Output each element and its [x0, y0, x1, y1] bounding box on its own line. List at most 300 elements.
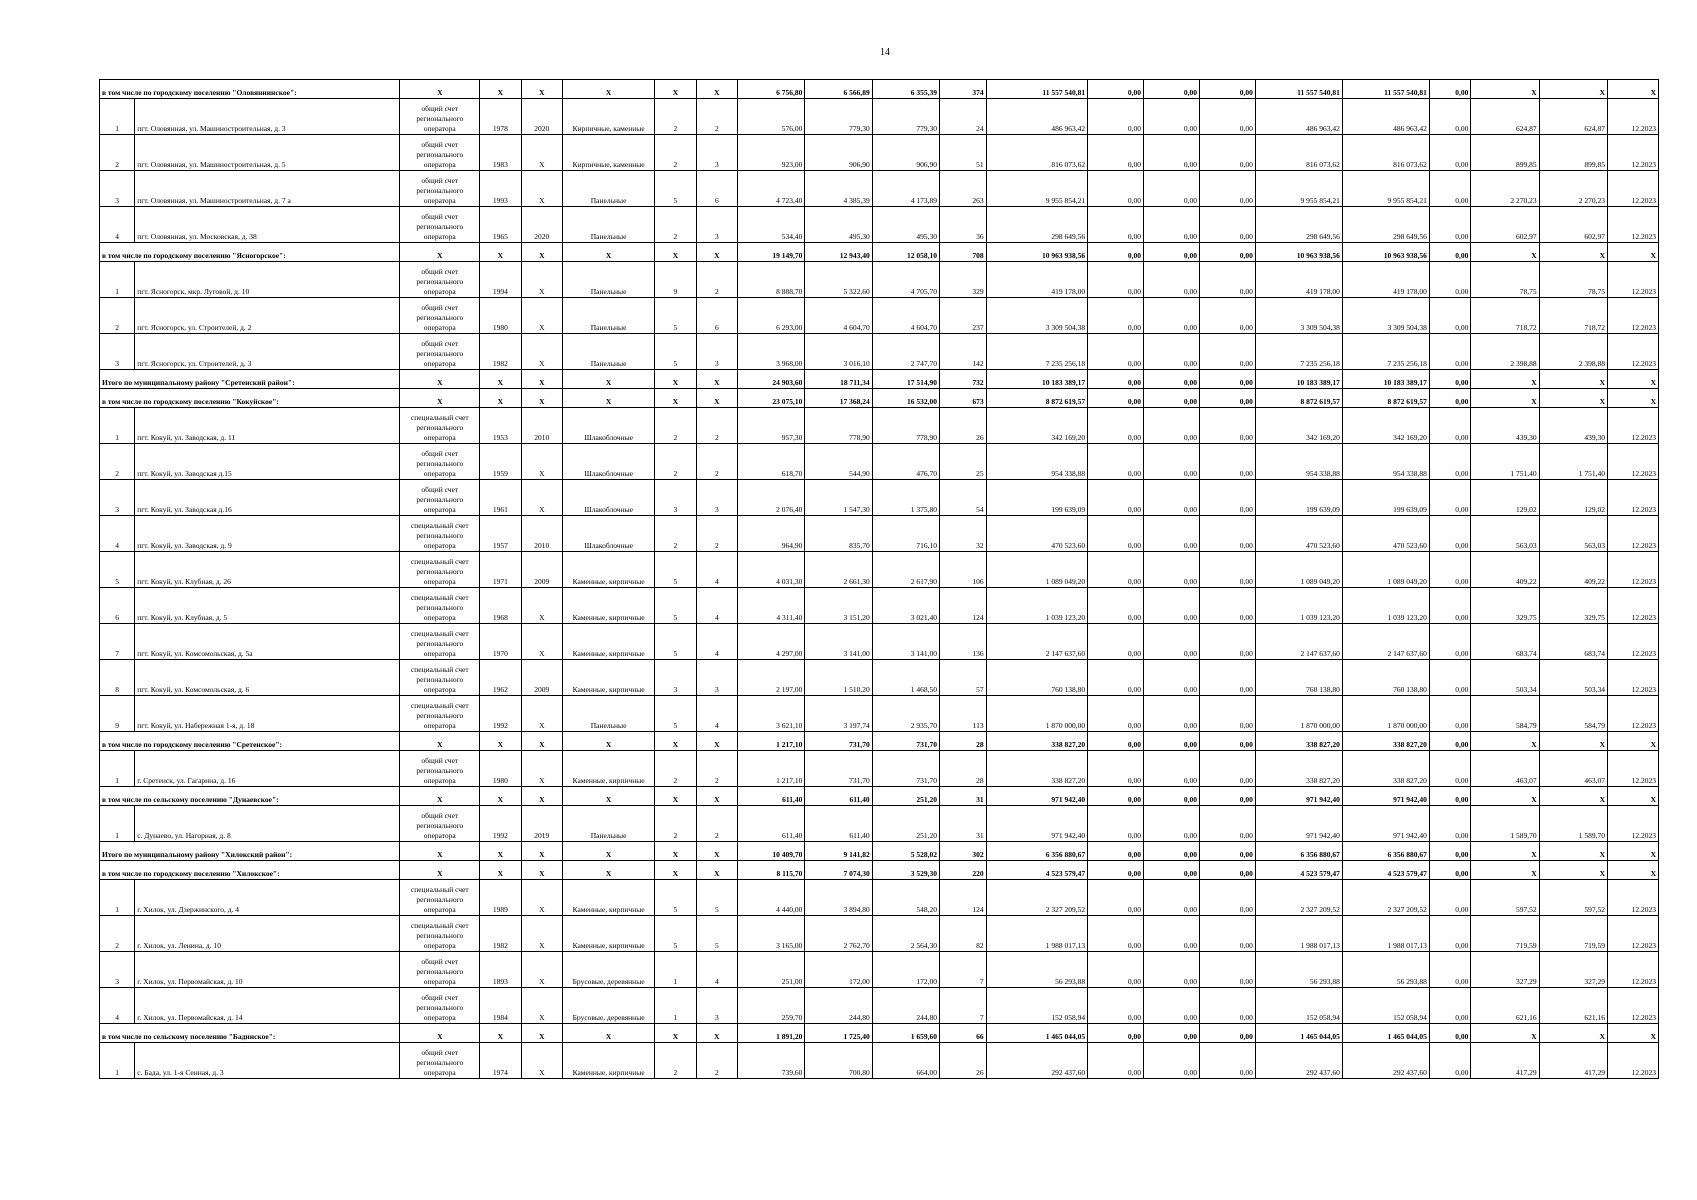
address-cell: г. Хилок, ул. Первомайская, д. 10 — [135, 952, 400, 988]
value-cell: 3 197,74 — [805, 696, 872, 732]
value-cell: 835,70 — [805, 516, 872, 552]
value-cell: 719,59 — [1471, 916, 1539, 952]
row-number: 1 — [100, 880, 135, 916]
subtotal-cell: 338 827,20 — [986, 732, 1088, 751]
value-cell: 0,00 — [1144, 99, 1200, 135]
value-cell: 244,80 — [805, 988, 872, 1024]
subtotal-cell: X — [563, 1024, 655, 1043]
row-number: 7 — [100, 624, 135, 660]
value-cell: 739,60 — [738, 1043, 805, 1079]
value-cell: X — [521, 334, 562, 370]
account-type-cell: общий счет регионального оператора — [400, 480, 480, 516]
wall-material-cell: Каменные, кирпичные — [563, 880, 655, 916]
value-cell: 0,00 — [1429, 806, 1470, 842]
subtotal-cell: X — [696, 842, 737, 861]
subtotal-cell: 6 566,89 — [805, 80, 872, 99]
subtotal-cell: 10 963 938,56 — [1342, 243, 1429, 262]
value-cell: 957,30 — [738, 408, 805, 444]
subtotal-cell: 0,00 — [1144, 732, 1200, 751]
value-cell: 0,00 — [1088, 516, 1144, 552]
value-cell: 1 751,40 — [1539, 444, 1607, 480]
subtotal-cell: X — [655, 370, 696, 389]
subtotal-cell: X — [1608, 389, 1659, 408]
subtotal-cell: X — [696, 732, 737, 751]
value-cell: 136 — [940, 624, 987, 660]
subtotal-cell: 0,00 — [1199, 1024, 1255, 1043]
value-cell: 463,07 — [1471, 751, 1539, 787]
value-cell: 292 437,60 — [986, 1043, 1088, 1079]
account-type-cell: специальный счет регионального оператора — [400, 552, 480, 588]
value-cell: 292 437,60 — [1342, 1043, 1429, 1079]
value-cell: X — [521, 135, 562, 171]
value-cell: 199 639,09 — [1255, 480, 1342, 516]
value-cell: 584,79 — [1539, 696, 1607, 732]
value-cell: 731,70 — [872, 751, 939, 787]
value-cell: 584,79 — [1471, 696, 1539, 732]
value-cell: 124 — [940, 588, 987, 624]
value-cell: 2009 — [521, 660, 562, 696]
subtotal-cell: X — [480, 1024, 521, 1043]
row-number: 3 — [100, 171, 135, 207]
subtotal-cell: 11 557 540,81 — [986, 80, 1088, 99]
value-cell: 0,00 — [1429, 334, 1470, 370]
value-cell: 2009 — [521, 552, 562, 588]
value-cell: 0,00 — [1144, 988, 1200, 1024]
value-cell: 6 — [696, 298, 737, 334]
value-cell: 0,00 — [1144, 298, 1200, 334]
subtotal-label: в том числе по городскому поселению "Ясногорское": — [100, 243, 400, 262]
subtotal-cell: 338 827,20 — [1255, 732, 1342, 751]
value-cell: 78,75 — [1471, 262, 1539, 298]
row-number: 1 — [100, 408, 135, 444]
value-cell: 0,00 — [1088, 480, 1144, 516]
subtotal-cell: X — [521, 80, 562, 99]
value-cell: X — [521, 696, 562, 732]
value-cell: 2 076,40 — [738, 480, 805, 516]
value-cell: 4 — [696, 624, 737, 660]
value-cell: 9 955 854,21 — [1342, 171, 1429, 207]
value-cell: 0,00 — [1088, 696, 1144, 732]
value-cell: 1 089 049,20 — [1255, 552, 1342, 588]
value-cell: 2 617,90 — [872, 552, 939, 588]
value-cell: 7 235 256,18 — [986, 334, 1088, 370]
table-row — [100, 444, 1659, 480]
subtotal-cell: 708 — [940, 243, 987, 262]
subtotal-row — [100, 787, 1659, 806]
subtotal-cell: X — [1608, 1024, 1659, 1043]
value-cell: 1 510,20 — [805, 660, 872, 696]
value-cell: 954 338,88 — [1255, 444, 1342, 480]
subtotal-cell: X — [696, 1024, 737, 1043]
row-number: 8 — [100, 660, 135, 696]
value-cell: 152 058,94 — [1255, 988, 1342, 1024]
value-cell: 5 — [655, 171, 696, 207]
value-cell: 2 — [655, 751, 696, 787]
value-cell: 0,00 — [1429, 696, 1470, 732]
account-type-cell: специальный счет регионального оператора — [400, 408, 480, 444]
subtotal-cell: X — [1608, 243, 1659, 262]
account-type-cell: специальный счет регионального оператора — [400, 660, 480, 696]
value-cell: 4 — [696, 552, 737, 588]
subtotal-cell: 0,00 — [1199, 861, 1255, 880]
value-cell: 7 — [940, 952, 987, 988]
table-row — [100, 751, 1659, 787]
wall-material-cell: Каменные, кирпичные — [563, 588, 655, 624]
account-type-cell: специальный счет регионального оператора — [400, 696, 480, 732]
subtotal-row — [100, 732, 1659, 751]
deadline-cell: 12.2023 — [1608, 916, 1659, 952]
value-cell: 0,00 — [1088, 262, 1144, 298]
subtotal-cell: 0,00 — [1429, 389, 1470, 408]
subtotal-cell: 4 523 579,47 — [1255, 861, 1342, 880]
subtotal-label: в том числе по городскому поселению "Сретенское": — [100, 732, 400, 751]
subtotal-label: Итого по муниципальному району "Хилокский район": — [100, 842, 400, 861]
subtotal-cell: 8 872 619,57 — [1255, 389, 1342, 408]
value-cell: 417,29 — [1471, 1043, 1539, 1079]
subtotal-cell: X — [400, 732, 480, 751]
value-cell: 172,00 — [805, 952, 872, 988]
subtotal-cell: X — [521, 787, 562, 806]
value-cell: 495,30 — [805, 207, 872, 243]
address-cell: пгт. Оловянная, ул. Машиностроительная, д. 7 а — [135, 171, 400, 207]
subtotal-cell: 1 465 044,05 — [1255, 1024, 1342, 1043]
value-cell: 0,00 — [1199, 408, 1255, 444]
value-cell: 1 468,50 — [872, 660, 939, 696]
value-cell: 4 705,70 — [872, 262, 939, 298]
row-number: 1 — [100, 262, 135, 298]
subtotal-cell: 10 183 389,17 — [986, 370, 1088, 389]
subtotal-cell: 31 — [940, 787, 987, 806]
value-cell: 338 827,20 — [1342, 751, 1429, 787]
value-cell: 0,00 — [1144, 696, 1200, 732]
address-cell: г. Хилок, ул. Ленина, д. 10 — [135, 916, 400, 952]
value-cell: 106 — [940, 552, 987, 588]
value-cell: 779,30 — [805, 99, 872, 135]
value-cell: 2 — [655, 207, 696, 243]
value-cell: 0,00 — [1088, 952, 1144, 988]
value-cell: 6 293,00 — [738, 298, 805, 334]
subtotal-label: в том числе по сельскому поселению "Бадинское": — [100, 1024, 400, 1043]
subtotal-cell: X — [1471, 370, 1539, 389]
value-cell: 2 147 637,60 — [986, 624, 1088, 660]
account-type-cell: общий счет регионального оператора — [400, 262, 480, 298]
value-cell: 0,00 — [1088, 408, 1144, 444]
value-cell: 4 297,00 — [738, 624, 805, 660]
value-cell: 2 197,00 — [738, 660, 805, 696]
wall-material-cell: Шлакоблочные — [563, 408, 655, 444]
value-cell: 54 — [940, 480, 987, 516]
value-cell: 2 — [696, 516, 737, 552]
value-cell: 2010 — [521, 408, 562, 444]
value-cell: 954 338,88 — [1342, 444, 1429, 480]
value-cell: 4 604,70 — [805, 298, 872, 334]
table-row — [100, 806, 1659, 842]
value-cell: 0,00 — [1199, 552, 1255, 588]
value-cell: 2 935,70 — [872, 696, 939, 732]
account-type-cell: специальный счет регионального оператора — [400, 588, 480, 624]
address-cell: пгт. Кокуй, ул. Заводская, д. 9 — [135, 516, 400, 552]
value-cell: 597,52 — [1471, 880, 1539, 916]
value-cell: 129,02 — [1539, 480, 1607, 516]
subtotal-cell: X — [655, 389, 696, 408]
subtotal-cell: X — [1608, 861, 1659, 880]
subtotal-cell: X — [521, 370, 562, 389]
value-cell: 0,00 — [1429, 588, 1470, 624]
value-cell: 4 — [696, 696, 737, 732]
value-cell: 251,00 — [738, 952, 805, 988]
value-cell: 9 955 854,21 — [986, 171, 1088, 207]
table-row — [100, 916, 1659, 952]
value-cell: 2 — [655, 516, 696, 552]
value-cell: 0,00 — [1199, 480, 1255, 516]
value-cell: 78,75 — [1539, 262, 1607, 298]
value-cell: 1 039 123,20 — [986, 588, 1088, 624]
subtotal-cell: X — [1539, 861, 1607, 880]
subtotal-cell: 1 659,60 — [872, 1024, 939, 1043]
address-cell: с. Бада, ул. 1-я Сенная, д. 3 — [135, 1043, 400, 1079]
value-cell: 0,00 — [1144, 1043, 1200, 1079]
subtotal-cell: X — [655, 80, 696, 99]
subtotal-cell: X — [521, 1024, 562, 1043]
deadline-cell: 12.2023 — [1608, 298, 1659, 334]
subtotal-cell: X — [1471, 243, 1539, 262]
subtotal-cell: 0,00 — [1429, 243, 1470, 262]
subtotal-cell: 4 523 579,47 — [1342, 861, 1429, 880]
subtotal-cell: 5 528,02 — [872, 842, 939, 861]
value-cell: 237 — [940, 298, 987, 334]
value-cell: 1 375,80 — [872, 480, 939, 516]
subtotal-cell: 0,00 — [1429, 80, 1470, 99]
deadline-cell: 12.2023 — [1608, 806, 1659, 842]
subtotal-cell: 1 891,20 — [738, 1024, 805, 1043]
value-cell: 0,00 — [1429, 99, 1470, 135]
subtotal-cell: 0,00 — [1429, 842, 1470, 861]
value-cell: 113 — [940, 696, 987, 732]
value-cell: 602,97 — [1471, 207, 1539, 243]
wall-material-cell: Панельные — [563, 207, 655, 243]
deadline-cell: 12.2023 — [1608, 135, 1659, 171]
subtotal-cell: X — [521, 389, 562, 408]
subtotal-cell: X — [655, 732, 696, 751]
value-cell: 0,00 — [1144, 952, 1200, 988]
subtotal-cell: 0,00 — [1144, 389, 1200, 408]
subtotal-cell: 338 827,20 — [1342, 732, 1429, 751]
value-cell: 602,97 — [1539, 207, 1607, 243]
subtotal-cell: 0,00 — [1429, 370, 1470, 389]
value-cell: 3 141,00 — [805, 624, 872, 660]
value-cell: 5 — [655, 298, 696, 334]
address-cell: г. Сретенск, ул. Гагарина, д. 16 — [135, 751, 400, 787]
year-built-cell: 1970 — [480, 624, 521, 660]
year-built-cell: 1962 — [480, 660, 521, 696]
subtotal-cell: X — [1539, 370, 1607, 389]
value-cell: 2 — [655, 135, 696, 171]
table-row — [100, 171, 1659, 207]
subtotal-cell: 16 532,00 — [872, 389, 939, 408]
subtotal-cell: 971 942,40 — [986, 787, 1088, 806]
value-cell: 1 870 000,00 — [986, 696, 1088, 732]
value-cell: 0,00 — [1088, 916, 1144, 952]
subtotal-cell: 0,00 — [1429, 861, 1470, 880]
subtotal-cell: 10 409,70 — [738, 842, 805, 861]
value-cell: 2 — [655, 408, 696, 444]
subtotal-cell: 0,00 — [1144, 842, 1200, 861]
value-cell: 0,00 — [1199, 516, 1255, 552]
value-cell: 0,00 — [1429, 207, 1470, 243]
value-cell: 0,00 — [1429, 988, 1470, 1024]
subtotal-row — [100, 861, 1659, 880]
address-cell: пгт. Кокуй, ул. Комсомольская, д. 5а — [135, 624, 400, 660]
value-cell: 244,80 — [872, 988, 939, 1024]
value-cell: 971 942,40 — [1255, 806, 1342, 842]
value-cell: 329 — [940, 262, 987, 298]
account-type-cell: общий счет регионального оператора — [400, 1043, 480, 1079]
value-cell: 470 523,60 — [986, 516, 1088, 552]
wall-material-cell: Шлакоблочные — [563, 444, 655, 480]
value-cell: 0,00 — [1088, 99, 1144, 135]
subtotal-cell: 611,40 — [738, 787, 805, 806]
subtotal-cell: X — [696, 389, 737, 408]
subtotal-cell: X — [563, 80, 655, 99]
subtotal-cell: 0,00 — [1144, 243, 1200, 262]
deadline-cell: 12.2023 — [1608, 880, 1659, 916]
value-cell: 618,70 — [738, 444, 805, 480]
subtotal-cell: 12 058,10 — [872, 243, 939, 262]
value-cell: 597,52 — [1539, 880, 1607, 916]
value-cell: 0,00 — [1144, 588, 1200, 624]
value-cell: 342 169,20 — [1255, 408, 1342, 444]
value-cell: 0,00 — [1144, 806, 1200, 842]
value-cell: 1 988 017,13 — [1342, 916, 1429, 952]
subtotal-cell: 731,70 — [872, 732, 939, 751]
value-cell: 0,00 — [1429, 880, 1470, 916]
value-cell: 0,00 — [1429, 135, 1470, 171]
value-cell: 0,00 — [1199, 207, 1255, 243]
wall-material-cell: Кирпичные, каменные — [563, 99, 655, 135]
value-cell: 971 942,40 — [986, 806, 1088, 842]
value-cell: 923,00 — [738, 135, 805, 171]
value-cell: 495,30 — [872, 207, 939, 243]
subtotal-cell: X — [1608, 787, 1659, 806]
table-row — [100, 135, 1659, 171]
year-built-cell: 1994 — [480, 262, 521, 298]
subtotal-cell: 220 — [940, 861, 987, 880]
wall-material-cell: Каменные, кирпичные — [563, 552, 655, 588]
value-cell: 760 138,80 — [1342, 660, 1429, 696]
value-cell: 3 — [696, 334, 737, 370]
value-cell: 3 309 504,38 — [1255, 298, 1342, 334]
subtotal-cell: 3 529,30 — [872, 861, 939, 880]
value-cell: 3 309 504,38 — [986, 298, 1088, 334]
value-cell: 4 031,30 — [738, 552, 805, 588]
subtotal-cell: X — [480, 243, 521, 262]
value-cell: 718,72 — [1539, 298, 1607, 334]
subtotal-cell: 0,00 — [1088, 80, 1144, 99]
value-cell: 3 — [655, 660, 696, 696]
subtotal-cell: X — [1471, 842, 1539, 861]
account-type-cell: общий счет регионального оператора — [400, 988, 480, 1024]
table-row — [100, 298, 1659, 334]
subtotal-cell: 0,00 — [1144, 370, 1200, 389]
subtotal-cell: X — [696, 80, 737, 99]
value-cell: 3 165,00 — [738, 916, 805, 952]
account-type-cell: общий счет регионального оператора — [400, 751, 480, 787]
subtotal-cell: 8 872 619,57 — [1342, 389, 1429, 408]
subtotal-row — [100, 80, 1659, 99]
subtotal-cell: X — [480, 389, 521, 408]
value-cell: 199 639,09 — [986, 480, 1088, 516]
subtotal-cell: X — [1471, 732, 1539, 751]
subtotal-cell: X — [1608, 732, 1659, 751]
value-cell: 611,40 — [738, 806, 805, 842]
row-number: 4 — [100, 207, 135, 243]
value-cell: 3 — [696, 660, 737, 696]
year-built-cell: 1953 — [480, 408, 521, 444]
deadline-cell: 12.2023 — [1608, 588, 1659, 624]
value-cell: 417,29 — [1539, 1043, 1607, 1079]
value-cell: 1 039 123,20 — [1342, 588, 1429, 624]
table-row — [100, 552, 1659, 588]
value-cell: 778,90 — [805, 408, 872, 444]
subtotal-cell: 0,00 — [1199, 732, 1255, 751]
value-cell: 4 — [696, 588, 737, 624]
value-cell: 2 398,88 — [1471, 334, 1539, 370]
account-type-cell: специальный счет регионального оператора — [400, 624, 480, 660]
value-cell: 0,00 — [1088, 624, 1144, 660]
value-cell: 664,00 — [872, 1043, 939, 1079]
row-number: 3 — [100, 480, 135, 516]
subtotal-cell: 9 141,82 — [805, 842, 872, 861]
subtotal-cell: 0,00 — [1088, 1024, 1144, 1043]
value-cell: 2 — [655, 444, 696, 480]
value-cell: 1 589,70 — [1471, 806, 1539, 842]
deadline-cell: 12.2023 — [1608, 444, 1659, 480]
subtotal-cell: X — [1539, 80, 1607, 99]
row-number: 2 — [100, 916, 135, 952]
value-cell: 1 870 000,00 — [1342, 696, 1429, 732]
subtotal-row — [100, 842, 1659, 861]
deadline-cell: 12.2023 — [1608, 988, 1659, 1024]
value-cell: 964,90 — [738, 516, 805, 552]
subtotal-cell: X — [400, 80, 480, 99]
subtotal-cell: X — [400, 861, 480, 880]
value-cell: 2 564,30 — [872, 916, 939, 952]
wall-material-cell: Брусовые, деревянные — [563, 988, 655, 1024]
value-cell: 3 — [655, 480, 696, 516]
address-cell: пгт. Ясногорск, ул. Строителей, д. 2 — [135, 298, 400, 334]
subtotal-cell: X — [521, 842, 562, 861]
value-cell: 1 — [655, 988, 696, 1024]
value-cell: 716,10 — [872, 516, 939, 552]
value-cell: 779,30 — [872, 99, 939, 135]
value-cell: 3 621,10 — [738, 696, 805, 732]
deadline-cell: 12.2023 — [1608, 480, 1659, 516]
value-cell: 5 — [655, 916, 696, 952]
value-cell: X — [521, 588, 562, 624]
subtotal-cell: 971 942,40 — [1342, 787, 1429, 806]
value-cell: 0,00 — [1199, 988, 1255, 1024]
value-cell: 971 942,40 — [1342, 806, 1429, 842]
address-cell: пгт. Кокуй, ул. Заводская д.16 — [135, 480, 400, 516]
subtotal-label: в том числе по городскому поселению "Кокуйское": — [100, 389, 400, 408]
subtotal-cell: 24 903,60 — [738, 370, 805, 389]
value-cell: 419 178,00 — [1342, 262, 1429, 298]
value-cell: 0,00 — [1199, 952, 1255, 988]
subtotal-cell: X — [1539, 732, 1607, 751]
subtotal-cell: 10 183 389,17 — [1255, 370, 1342, 389]
value-cell: 2 747,70 — [872, 334, 939, 370]
value-cell: 0,00 — [1144, 660, 1200, 696]
